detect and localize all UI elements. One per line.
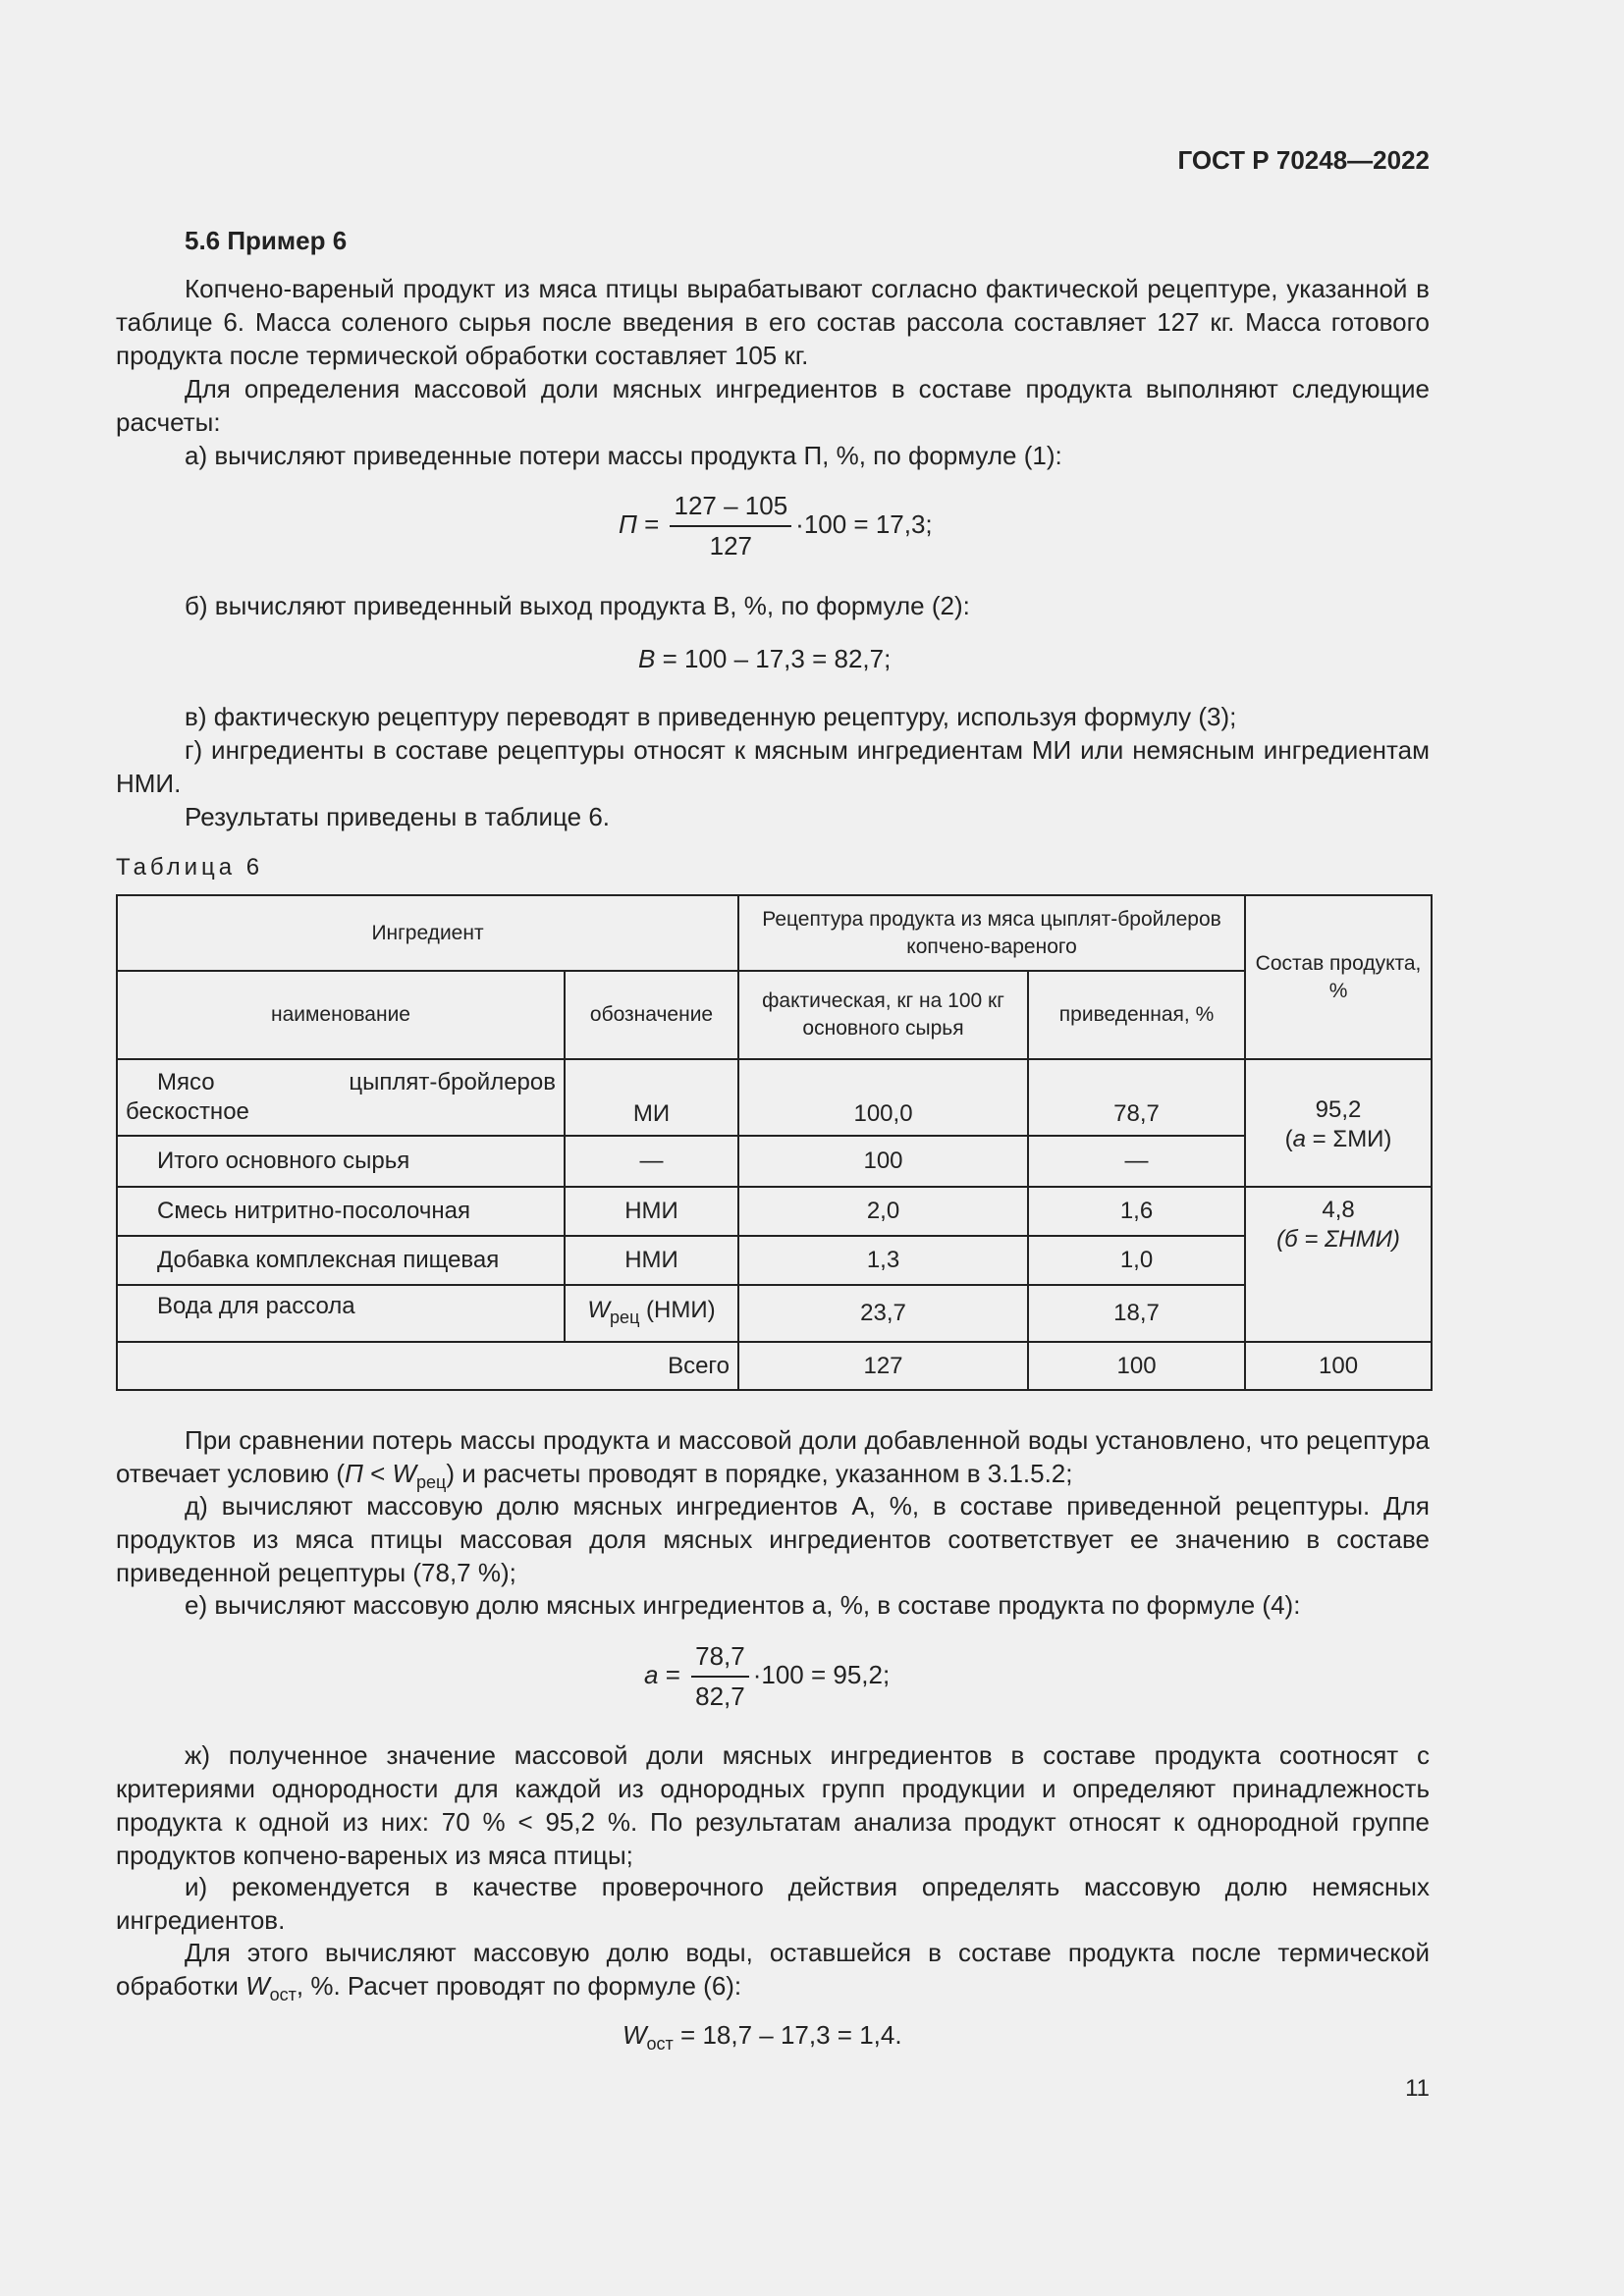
header-name: наименование	[117, 971, 565, 1059]
row-actual: 100,0	[738, 1059, 1028, 1136]
composition-nonmeat	[1245, 1187, 1432, 1342]
header-composition: Состав продукта, %	[1245, 895, 1432, 1059]
water-text-b: , %. Расчет проводят по формуле (6):	[296, 1971, 742, 2001]
row-designation-rest: (НМИ)	[639, 1296, 716, 1323]
formula-4-lhs: а	[644, 1659, 659, 1689]
row-designation	[565, 1285, 738, 1342]
total-actual: 127	[738, 1342, 1028, 1390]
formula-4: а = $\frac{78,7}{82,7}$ ·100 = 95,2;	[644, 1641, 891, 1711]
intro-paragraph-1: Копчено-вареный продукт из мяса птицы вырабатывают согласно фактической рецептуре, указанной в таблице 6. Масса соленого сырья после введения в его состав рассола составляет 127 кг. Масса готового продукта после термической обработки составляет 105 кг.	[116, 274, 1430, 370]
formula-4-denominator: 82,7	[695, 1682, 745, 1711]
total-composition: 100	[1245, 1342, 1432, 1390]
row-designation-symbol: W	[587, 1296, 611, 1323]
formula-1: П = $\frac{127 - 105}{127}$ ·100 = 17,3;	[619, 491, 933, 561]
header-recipe: Рецептура продукта из мяса цыплят-бройлеров копчено-вареного	[738, 895, 1245, 971]
step-d: д) вычисляют массовую долю мясных ингредиентов А, %, в составе приведенной рецептуры. Для продуктов из мяса птицы массовая доля мясных ингредиентов соответствует ее значению в составе приведенной рецептуры (78,7 %);	[116, 1491, 1430, 1587]
compare-text-a: При сравнении потерь массы продукта и массовой доли добавленной воды установлено, что рецептура отвечает условию (	[116, 1425, 1430, 1488]
header-ingredient: Ингредиент	[117, 895, 738, 971]
water-paragraph	[116, 1936, 1430, 2011]
document-header: ГОСТ Р 70248—2022	[1177, 145, 1430, 175]
step-e: е) вычисляют массовую долю мясных ингредиентов а, %, в составе продукта по формуле (4):	[185, 1590, 1301, 1620]
water-text-a: Для этого вычисляют массовую долю воды, оставшейся в составе продукта после термической обработки	[116, 1938, 1430, 2001]
formula-4-fraction	[691, 1641, 749, 1712]
row-reduced: —	[1028, 1136, 1245, 1187]
row-reduced: 18,7	[1028, 1285, 1245, 1342]
table-row	[117, 1136, 1432, 1187]
step-g: г) ингредиенты в составе рецептуры относят к мясным ингредиентам МИ или немясным ингредиентам НМИ.	[116, 735, 1430, 798]
formula-1-rhs: ·100 = 17,3;	[795, 508, 933, 539]
compare-text-b: ) и расчеты проводят в порядке, указанном в 3.1.5.2;	[446, 1459, 1073, 1488]
section-title: 5.6 Пример 6	[185, 226, 348, 255]
row-actual: 100	[738, 1136, 1028, 1187]
formula-4-rhs: ·100 = 95,2;	[752, 1659, 891, 1689]
formula-1-denominator: 127	[709, 531, 753, 561]
formula-2-rhs: = 100 – 17,3 = 82,7;	[655, 644, 892, 673]
table-row	[117, 1236, 1432, 1285]
row-actual: 23,7	[738, 1285, 1028, 1342]
compare-W-subscript: рец	[416, 1472, 447, 1492]
row-reduced: 1,6	[1028, 1187, 1245, 1236]
formula-6-W: W	[623, 2020, 647, 2050]
row-designation-subscript: рец	[610, 1307, 640, 1327]
row-name: Мясо цыплят-бройлеров бескостное	[117, 1059, 565, 1136]
compare-P: П	[345, 1459, 363, 1488]
composition-nonmeat-value: 4,8	[1322, 1197, 1355, 1223]
water-W: W	[245, 1971, 270, 2001]
header-actual: фактическая, кг на 100 кг основного сырья	[738, 971, 1028, 1059]
formula-2	[638, 644, 891, 674]
row-reduced: 1,0	[1028, 1236, 1245, 1285]
table-row	[117, 1059, 1432, 1136]
composition-nonmeat-note: (б = ΣНМИ)	[1276, 1226, 1400, 1253]
row-name: Вода для рассола	[117, 1285, 565, 1342]
compare-paragraph	[116, 1423, 1430, 1499]
row-actual: 2,0	[738, 1187, 1028, 1236]
step-v: в) фактическую рецептуру переводят в приведенную рецептуру, используя формулу (3);	[185, 702, 1237, 731]
step-b: б) вычисляют приведенный выход продукта В, %, по формуле (2):	[185, 591, 970, 620]
row-designation: НМИ	[565, 1187, 738, 1236]
row-reduced: 78,7	[1028, 1059, 1245, 1136]
row-name: Добавка комплексная пищевая	[117, 1236, 565, 1285]
total-label: Всего	[117, 1342, 738, 1390]
compare-lt: <	[362, 1459, 393, 1488]
compare-W: W	[392, 1459, 417, 1488]
composition-meat	[1245, 1059, 1432, 1187]
table-6	[116, 894, 1433, 1391]
formula-4-numerator: 78,7	[691, 1641, 749, 1678]
formula-6	[623, 2020, 902, 2055]
row-designation: МИ	[565, 1059, 738, 1136]
composition-meat-note-open: (	[1284, 1126, 1293, 1152]
composition-meat-note-var: а	[1292, 1126, 1306, 1152]
formula-1-fraction	[670, 491, 791, 561]
row-actual: 1,3	[738, 1236, 1028, 1285]
water-W-subscript: ост	[269, 1985, 297, 2004]
table-total-row	[117, 1342, 1432, 1390]
composition-meat-note-rest: = ΣМИ)	[1306, 1126, 1392, 1152]
header-designation: обозначение	[565, 971, 738, 1059]
table-row	[117, 1187, 1432, 1236]
formula-6-subscript: ост	[646, 2034, 674, 2054]
table-row	[117, 1285, 1432, 1342]
table-caption: Таблица 6	[116, 854, 264, 881]
formula-6-rhs: = 18,7 – 17,3 = 1,4.	[673, 2020, 902, 2050]
composition-meat-value: 95,2	[1315, 1096, 1362, 1123]
row-designation: НМИ	[565, 1236, 738, 1285]
page-number: 11	[1405, 2075, 1430, 2102]
step-zh: ж) полученное значение массовой доли мясных ингредиентов в составе продукта соотносят с критериями однородности для каждой из однородных групп продукции и определяют принадлежность продукта к одной из них: 70 % < 95,2 %. По результатам анализа продукт относят к однородной группе продуктов копчено-вареных из мяса птицы;	[116, 1740, 1430, 1870]
row-name: Смесь нитритно-посолочная	[117, 1187, 565, 1236]
header-reduced: приведенная, %	[1028, 971, 1245, 1059]
step-i: и) рекомендуется в качестве проверочного действия определять массовую долю немясных ингредиентов.	[116, 1872, 1430, 1935]
row-designation: —	[565, 1136, 738, 1187]
formula-1-lhs: П	[619, 508, 637, 539]
intro-paragraph-2: Для определения массовой доли мясных ингредиентов в составе продукта выполняют следующие расчеты:	[116, 374, 1430, 437]
total-reduced: 100	[1028, 1342, 1245, 1390]
formula-1-numerator: 127 – 105	[670, 491, 791, 527]
step-a: а) вычисляют приведенные потери массы продукта П, %, по формуле (1):	[185, 441, 1062, 470]
results-note: Результаты приведены в таблице 6.	[185, 802, 611, 831]
row-name: Итого основного сырья	[117, 1136, 565, 1187]
formula-2-lhs: В	[638, 644, 656, 673]
